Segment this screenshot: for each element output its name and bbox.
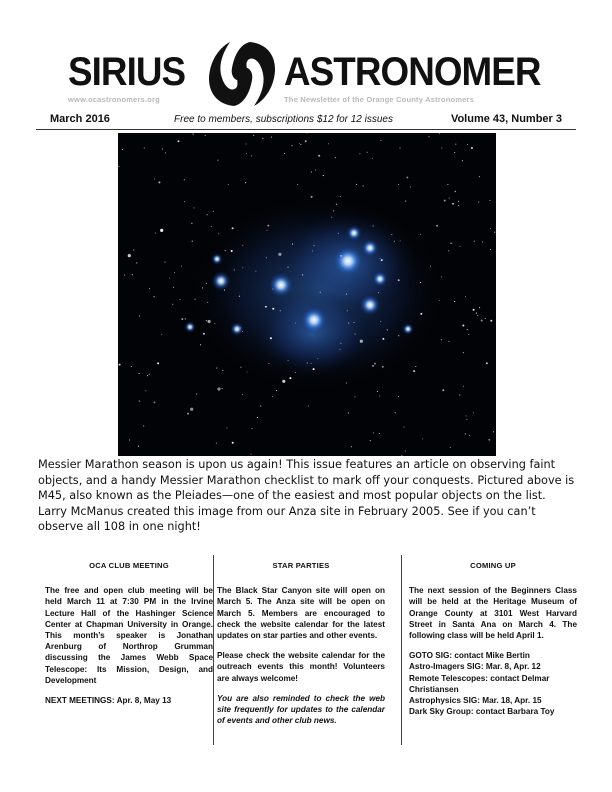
background-star [307,362,308,363]
background-star [311,171,312,172]
background-star [181,266,182,267]
background-star [451,243,452,244]
background-star [493,431,494,432]
background-star [149,374,150,375]
background-star [339,349,340,350]
background-star [406,177,408,179]
background-star [367,152,368,153]
background-star [302,274,303,275]
background-star [255,271,256,272]
background-star [333,210,334,211]
background-star [398,279,400,281]
background-star [473,309,475,311]
background-star [155,233,156,234]
background-star [372,365,374,367]
background-star [313,368,315,370]
background-star [260,405,261,406]
background-star [467,329,468,330]
background-star [205,135,206,136]
background-star [466,419,467,420]
pleiades-image [118,133,496,456]
pleiades-photo [118,133,496,456]
background-star [242,267,243,268]
background-star [282,380,285,383]
background-star [439,133,440,134]
background-star [377,391,378,392]
background-star [295,322,296,323]
masthead-tagline: The Newsletter of the Orange County Astronomers [284,95,474,104]
background-star [179,299,180,300]
background-star [308,406,309,407]
background-star [213,211,214,212]
background-star [200,344,201,345]
background-star [253,135,254,136]
background-star [476,313,477,314]
background-star [297,184,298,185]
background-star [323,175,324,176]
background-star [415,366,416,367]
background-star [422,438,423,439]
background-star [471,147,473,149]
background-star [145,390,146,391]
background-star [311,196,313,198]
background-star [318,155,320,157]
masthead [64,38,542,108]
background-star [450,447,451,448]
background-star [292,244,293,245]
background-star [449,198,450,199]
background-star [222,388,223,389]
background-star [242,245,243,246]
background-star [206,320,207,321]
background-star [251,428,252,429]
background-star [196,394,197,395]
background-star [206,283,207,284]
issue-date: March 2016 [50,113,110,125]
background-star [287,267,288,268]
background-star [441,148,442,149]
background-star [465,433,466,434]
background-star [228,184,229,185]
background-star [124,275,125,276]
background-star [131,366,132,367]
background-star [157,362,159,364]
background-star [193,207,194,208]
background-star [413,370,415,372]
background-star [474,241,475,242]
background-star [190,408,193,411]
background-star [359,153,360,154]
background-star [185,318,186,319]
background-star [363,185,364,186]
background-star [395,412,396,413]
background-star [242,394,243,395]
background-star [479,307,480,308]
background-star [225,250,226,251]
background-star [398,335,399,336]
background-star [284,153,285,154]
background-star [436,225,438,227]
background-star [144,148,145,149]
background-star [381,259,383,261]
background-star [336,204,337,205]
background-star [348,412,349,413]
coming-up-heading: COMING UP [470,561,516,570]
background-star [463,352,464,353]
beginners-class: The next session of the Beginners Class will be held at the Heritage Museum of Orange County at 3101 West Harvard Street in Santa Ana on March 4. The following class will be held April 1. [409,586,577,641]
background-star [265,306,267,308]
background-star [405,201,406,202]
background-star [291,145,292,146]
background-star [394,241,395,242]
background-star [149,288,150,289]
star-parties-heading: STAR PARTIES [272,561,330,570]
background-star [184,201,185,202]
background-star [346,294,347,295]
masthead-title-right: ASTRONOMER [284,50,541,94]
background-star [173,287,174,288]
background-star [139,373,140,374]
background-star [251,454,252,455]
background-star [187,413,189,415]
star-parties-column [217,555,385,735]
background-star [346,382,347,383]
background-star [354,396,355,397]
background-star [477,315,478,316]
sig-item: Astro-Imagers SIG: Mar. 8, Apr. 12 [409,662,541,672]
star-parties-sites: The Black Star Canyon site will open on March 5. The Anza site will be open on March 5. Members are encouraged to check the website calendar for the latest updates on star parties and other events. [217,586,385,641]
background-star [380,140,381,141]
background-star [488,439,490,441]
cover-caption: Messier Marathon season is upon us again! This issue features an article on observing faint objects, and a handy Messier Marathon checklist to mark off your conquests. Pictured above is M45, also known as the Pleiades—one of the easiest and most popular objects on the list. Larry McManus created this image from our Anza site in February 2005. See if you can’t observe all 108 in one night! [38,458,575,533]
background-star [459,246,460,247]
background-star [317,358,318,359]
background-star [289,377,291,379]
background-star [462,160,463,161]
background-star [398,184,399,185]
background-star [154,401,156,403]
background-star [272,396,273,397]
background-star [246,153,247,154]
background-star [305,140,307,142]
header-rule [36,129,576,130]
background-star [467,144,468,145]
background-star [458,205,459,206]
background-star [262,138,263,139]
background-star [208,320,211,323]
background-star [391,234,392,235]
background-star [143,425,144,426]
background-star [465,296,466,297]
background-star [348,323,349,324]
background-star [360,340,363,343]
background-star [481,320,483,322]
background-star [312,250,313,251]
background-star [403,426,404,427]
background-star [202,287,203,288]
background-star [430,266,431,267]
background-star [313,245,314,246]
background-star [222,370,223,371]
background-star [119,364,121,366]
background-star [311,363,312,364]
sirius-swirl-logo-icon [204,38,280,110]
sig-item: Astrophysics SIG: Mar. 18, Apr. 15 [409,696,542,706]
background-star [172,304,173,305]
background-star [454,152,455,153]
background-star [462,325,464,327]
background-star [139,401,140,402]
background-star [458,201,459,202]
background-star [118,166,119,167]
background-star [158,181,160,183]
sig-item: Dark Sky Group: contact Barbara Toy [409,707,555,717]
background-star [335,157,336,158]
background-star [203,333,205,335]
background-star [355,333,356,334]
background-star [280,310,281,311]
background-star [448,341,449,342]
background-star [147,375,148,376]
background-star [132,274,133,275]
background-star [382,338,384,340]
background-star [400,240,401,241]
background-star [448,250,449,251]
background-star [340,196,341,197]
background-star [320,292,321,293]
masthead-title-left: SIRIUS [68,50,186,94]
background-star [195,299,196,300]
background-star [300,144,301,145]
sig-item: Remote Telescopes: contact Delmar Christiansen [409,673,550,694]
background-star [420,234,421,235]
background-star [374,363,376,365]
background-star [139,316,140,317]
background-star [154,178,155,179]
background-star [240,367,241,368]
club-meeting-body: The free and open club meeting will be held March 11 at 7:30 PM in the Irvine Lecture Hall of the Hashinger Science Center at Chapman University in Orange. This month’s speaker is Jonathan Arenburg of Northrop Grumman discussing the James Webb Space Telescope: Its Mission, Design, and Development [45,586,213,685]
background-star [174,272,175,273]
background-star [270,337,272,339]
background-star [211,226,212,227]
background-star [444,200,446,202]
background-star [420,313,422,315]
sig-item: GOTO SIG: contact Mike Bertin [409,651,530,661]
background-star [218,233,219,234]
background-star [239,296,240,297]
background-star [489,200,490,201]
background-star [217,387,220,390]
background-star [373,432,374,433]
background-star [266,230,267,231]
background-star [486,362,488,364]
background-star [234,269,235,270]
background-star [338,233,339,234]
background-star [315,169,316,170]
background-star [382,366,384,368]
background-star [216,443,217,444]
column-divider [401,555,402,745]
background-star [161,334,162,335]
background-star [380,321,381,322]
background-star [454,301,455,302]
background-star [373,226,374,227]
background-star [164,261,165,262]
background-star [207,214,208,215]
club-meeting-heading: OCA CLUB MEETING [89,561,169,570]
background-star [494,232,495,233]
background-star [268,363,269,364]
background-star [447,184,448,185]
background-star [442,389,444,391]
background-star [459,394,460,395]
background-star [133,249,134,250]
issue-volume: Volume 43, Number 3 [450,113,562,125]
background-star [441,276,442,277]
background-star [372,158,373,159]
background-star [340,343,341,344]
background-star [154,296,155,297]
background-star [178,140,180,142]
background-star [455,191,456,192]
background-star [356,184,357,185]
background-star [271,137,272,138]
background-star [439,300,440,301]
background-star [288,360,289,361]
background-star [465,415,466,416]
background-star [295,372,296,373]
background-star [482,241,483,242]
background-star [246,371,247,372]
background-star [216,367,217,368]
issue-bar [36,113,576,129]
background-star [299,143,300,144]
background-star [463,386,464,387]
background-star [410,186,411,187]
column-divider [213,555,214,745]
background-star [378,292,379,293]
next-meetings: NEXT MEETINGS: Apr. 8, May 13 [45,696,172,706]
background-star [455,144,456,145]
background-star [469,435,470,436]
background-star [379,396,380,397]
background-star [276,390,277,391]
background-star [193,134,194,135]
background-star [450,243,451,244]
background-star [379,258,380,259]
background-star [136,262,137,263]
background-star [191,223,192,224]
background-star [468,334,469,335]
background-star [351,446,352,447]
background-star [347,310,348,311]
background-star [192,241,193,242]
background-star [226,427,227,428]
background-star [181,318,183,320]
background-star [387,329,388,330]
background-star [490,249,491,250]
background-star [490,320,492,322]
background-star [272,308,274,310]
background-star [353,322,354,323]
background-star [251,155,252,156]
background-star [267,225,269,227]
background-star [246,143,247,144]
background-star [441,339,442,340]
background-star [331,217,332,218]
background-star [420,282,421,283]
background-star [379,433,380,434]
background-star [257,417,258,418]
background-star [428,136,429,137]
background-star [231,250,233,252]
background-star [479,176,480,177]
background-star [328,143,329,144]
background-star [232,227,234,229]
background-star [207,302,208,303]
star-parties-reminder: You are also reminded to check the web site frequently for updates to the calendar of events and other club news. [217,693,385,726]
background-star [478,201,479,202]
masthead-website: www.ocastronomers.org [68,95,160,104]
background-star [217,160,218,161]
background-star [214,323,215,324]
background-star [122,149,123,150]
background-star [160,229,163,232]
background-star [184,179,185,180]
background-star [266,257,267,258]
background-star [278,253,281,256]
background-star [169,277,170,278]
club-meeting-column [45,555,213,715]
background-star [490,228,491,229]
background-star [232,442,234,444]
background-star [165,152,166,153]
background-star [398,396,399,397]
background-star [128,254,131,257]
coming-up-column [409,555,577,717]
subscription-price: Free to members, subscriptions $12 for 12 issues [174,114,393,125]
background-star [138,446,139,447]
background-star [405,450,406,451]
background-star [473,412,474,413]
background-star [399,147,400,148]
background-star [129,439,130,440]
background-star [245,182,246,183]
background-star [452,203,454,205]
background-star [370,440,371,441]
background-star [485,318,486,319]
background-star [162,148,163,149]
star-parties-outreach: Please check the website calendar for the outreach events this month! Volunteers are always welcome! [217,651,385,683]
